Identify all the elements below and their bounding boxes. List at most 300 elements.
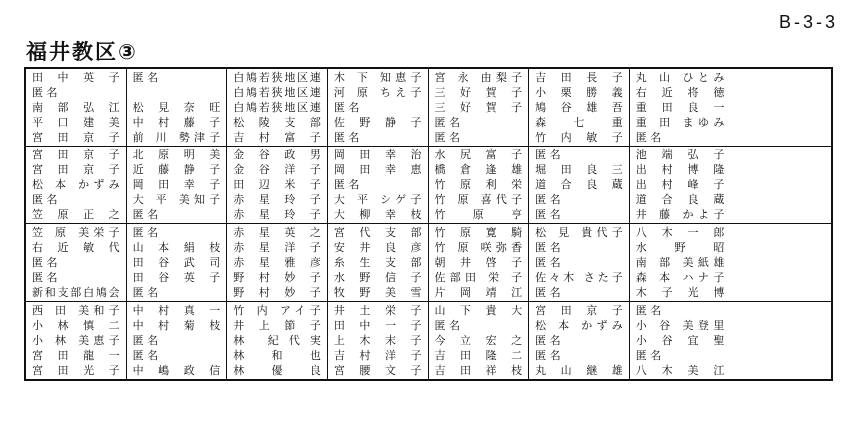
name-cell xyxy=(529,255,629,270)
donor-name: 宮 田 京 子 xyxy=(535,303,623,317)
donor-name: 白鳩若狭地区連 xyxy=(233,85,321,99)
donor-name: 佐々木 さた子 xyxy=(535,270,623,284)
table-block xyxy=(26,224,831,302)
name-cell xyxy=(127,130,227,145)
table-column xyxy=(529,224,630,301)
table-column xyxy=(127,147,228,224)
donor-name: 赤 星 雅 彦 xyxy=(233,255,321,269)
donor-name: 匿 名 xyxy=(535,255,561,269)
donor-name: 道 合 良 蔵 xyxy=(635,193,725,207)
name-cell xyxy=(127,333,227,348)
name-cell xyxy=(227,240,327,255)
donor-name: 出 村 博 隆 xyxy=(635,163,725,177)
name-cell xyxy=(630,270,731,285)
donor-name: 河 原 ちえ子 xyxy=(333,85,422,99)
donor-name: 宮 田 京 子 xyxy=(32,163,120,177)
name-cell xyxy=(328,70,428,85)
name-cell xyxy=(529,270,629,285)
donor-name: 松 本 かずみ xyxy=(535,318,623,332)
name-cell xyxy=(529,303,629,318)
donor-name: 竹 原 咲弥香 xyxy=(434,240,523,254)
table-column xyxy=(227,224,328,301)
donor-name: 匿 名 xyxy=(535,240,561,254)
donor-name: 橋 倉 逢 雄 xyxy=(434,163,523,177)
name-cell xyxy=(529,348,629,363)
donor-name: 井 上 節 子 xyxy=(233,318,321,332)
name-cell xyxy=(328,240,428,255)
donor-name: 匿 名 xyxy=(132,348,159,362)
name-cell xyxy=(429,333,529,348)
donor-name: 新和支部白鳩会 xyxy=(32,285,120,299)
donor-name: 田 中 英 子 xyxy=(32,70,120,84)
table-column xyxy=(328,147,429,224)
donor-name: 松 陵 支 部 xyxy=(233,115,321,129)
name-cell xyxy=(227,318,327,333)
name-cell xyxy=(127,115,227,130)
name-cell xyxy=(26,148,126,163)
name-cell xyxy=(630,85,731,100)
name-cell xyxy=(227,225,327,240)
name-cell xyxy=(630,162,731,177)
name-cell xyxy=(630,115,731,130)
donor-name: 吉 村 富 子 xyxy=(233,130,321,144)
name-cell xyxy=(227,130,327,145)
donor-name: 宮 田 光 子 xyxy=(32,363,120,377)
donor-name: 宮 田 龍 一 xyxy=(32,348,120,362)
donor-name: 岡 田 幸 恵 xyxy=(333,163,422,177)
donor-name: 井 土 栄 子 xyxy=(333,303,422,317)
name-cell xyxy=(429,285,529,300)
name-cell xyxy=(127,225,227,240)
table-column xyxy=(26,69,127,146)
name-cell xyxy=(227,192,327,207)
donor-name: 林 優 良 xyxy=(233,363,321,377)
name-cell xyxy=(26,177,126,192)
donor-name: 前 川 勢津子 xyxy=(132,130,221,144)
donor-name: 小 栗 勝 義 xyxy=(535,85,623,99)
name-cell xyxy=(227,207,327,222)
name-cell xyxy=(26,70,126,85)
name-cell xyxy=(529,85,629,100)
name-cell xyxy=(26,285,126,300)
table-column xyxy=(529,69,630,146)
donor-name: 吉 田 隆 二 xyxy=(434,348,523,362)
donor-name: 匿 名 xyxy=(132,70,159,84)
donor-name: 木 下 知恵子 xyxy=(333,70,422,84)
donor-name: 安 井 良 彦 xyxy=(333,240,422,254)
name-cell xyxy=(630,207,731,222)
name-cell xyxy=(227,70,327,85)
name-cell xyxy=(529,70,629,85)
donor-name: 吉 村 洋 子 xyxy=(333,348,422,362)
donor-name: 小 林 慎 二 xyxy=(32,318,120,332)
donor-name: 野 村 妙 子 xyxy=(233,285,321,299)
name-cell xyxy=(429,192,529,207)
table-column xyxy=(127,69,228,146)
donor-name: 笠 原 正 之 xyxy=(32,208,120,222)
donor-name: 竹 原 利 栄 xyxy=(434,178,523,192)
name-cell xyxy=(529,207,629,222)
name-cell xyxy=(26,363,126,378)
donor-name: 匿 名 xyxy=(132,208,159,222)
name-cell xyxy=(630,148,731,163)
name-cell xyxy=(227,100,327,115)
name-cell xyxy=(127,363,227,378)
donor-name: 池 端 弘 子 xyxy=(635,148,725,162)
donor-name: 宮 代 支 部 xyxy=(333,225,422,239)
name-cell xyxy=(529,225,629,240)
donor-name: 匿 名 xyxy=(635,130,662,144)
name-cell xyxy=(630,177,731,192)
donor-name: 岡 田 幸 子 xyxy=(132,178,221,192)
donor-name: 重 田 良 一 xyxy=(635,100,725,114)
name-cell xyxy=(429,318,529,333)
donor-name: 佐 野 静 子 xyxy=(333,115,422,129)
name-cell xyxy=(429,240,529,255)
name-cell xyxy=(127,285,227,300)
donor-name: 匿 名 xyxy=(535,208,561,222)
name-cell xyxy=(127,162,227,177)
donor-name: 金 谷 洋 子 xyxy=(233,163,321,177)
table-block xyxy=(26,147,831,225)
name-cell xyxy=(127,85,227,100)
donor-name: 山 本 絹 枝 xyxy=(132,240,221,254)
donor-name: 井 藤 かよ子 xyxy=(635,208,725,222)
donor-name: 宮 田 京 子 xyxy=(32,130,120,144)
name-cell xyxy=(630,348,731,363)
donor-name: 匿 名 xyxy=(535,285,561,299)
name-cell xyxy=(26,100,126,115)
donor-name: 竹 内 アイ子 xyxy=(233,303,321,317)
name-cell xyxy=(328,177,428,192)
name-cell xyxy=(127,207,227,222)
name-cell xyxy=(630,130,731,145)
donor-name: 金 谷 政 男 xyxy=(233,148,321,162)
name-cell xyxy=(630,285,731,300)
name-cell xyxy=(429,363,529,378)
page-code: B-3-3 xyxy=(778,12,838,32)
donor-name: 北 原 明 美 xyxy=(132,148,221,162)
name-cell xyxy=(429,255,529,270)
donor-name: 牧 野 美 雪 xyxy=(333,285,422,299)
table-column xyxy=(630,224,731,301)
donor-name: 朝 井 啓 子 xyxy=(434,255,523,269)
donor-name: 匿 名 xyxy=(535,148,561,162)
name-cell xyxy=(429,148,529,163)
name-cell xyxy=(328,363,428,378)
name-cell xyxy=(529,363,629,378)
name-cell xyxy=(26,115,126,130)
donor-table xyxy=(24,67,833,381)
donor-name: 森 本 ハナ子 xyxy=(635,270,725,284)
name-cell xyxy=(26,240,126,255)
donor-name: 片 岡 靖 江 xyxy=(434,285,523,299)
name-cell xyxy=(429,207,529,222)
name-cell xyxy=(328,115,428,130)
name-cell xyxy=(529,285,629,300)
donor-name: 匿 名 xyxy=(32,85,58,99)
donor-name: 森 七 重 xyxy=(535,115,623,129)
name-cell xyxy=(26,318,126,333)
donor-name: 笠 原 美栄子 xyxy=(32,225,120,239)
donor-name: 三 好 賀 子 xyxy=(434,100,523,114)
table-column xyxy=(429,147,530,224)
donor-name: 匿 名 xyxy=(434,318,460,332)
donor-name: 小 林 美恵子 xyxy=(32,333,120,347)
donor-name: 重 田 まゆみ xyxy=(635,115,725,129)
donor-name: 上 木 末 子 xyxy=(333,333,422,347)
donor-name: 八 木 美 江 xyxy=(635,363,725,377)
donor-name: 中 村 菊 枝 xyxy=(132,318,221,332)
name-cell xyxy=(429,348,529,363)
donor-name: 匿 名 xyxy=(132,285,159,299)
donor-name: 松 見 奈 旺 xyxy=(132,100,221,114)
name-cell xyxy=(227,363,327,378)
table-block xyxy=(26,69,831,147)
donor-name: 田 辺 米 子 xyxy=(233,178,321,192)
name-cell xyxy=(26,255,126,270)
donor-name: 鳩 谷 雄 吾 xyxy=(535,100,623,114)
donor-name: 三 好 賀 子 xyxy=(434,85,523,99)
name-cell xyxy=(127,318,227,333)
name-cell xyxy=(630,303,731,318)
donor-name: 匿 名 xyxy=(32,255,58,269)
donor-name: 匿 名 xyxy=(32,193,58,207)
name-cell xyxy=(26,348,126,363)
donor-name: 今 立 宏 之 xyxy=(434,333,523,347)
name-cell xyxy=(127,100,227,115)
donor-name: 赤 星 洋 子 xyxy=(233,240,321,254)
donor-name: 匿 名 xyxy=(535,333,561,347)
name-cell xyxy=(127,70,227,85)
name-cell xyxy=(127,192,227,207)
donor-name: 匿 名 xyxy=(535,193,561,207)
donor-name: 宮 永 由梨子 xyxy=(434,70,523,84)
donor-name: 松 本 かずみ xyxy=(32,178,120,192)
table-column xyxy=(529,147,630,224)
donor-name: 丸 山 継 雄 xyxy=(535,363,623,377)
donor-name: 近 藤 静 子 xyxy=(132,163,221,177)
donor-name: 小 谷 美登里 xyxy=(635,318,725,332)
donor-name: 水 野 信 子 xyxy=(333,270,422,284)
donor-name: 匿 名 xyxy=(132,225,159,239)
name-cell xyxy=(26,130,126,145)
donor-name: 宮 腰 文 子 xyxy=(333,363,422,377)
donor-name: 赤 星 英 之 xyxy=(233,225,321,239)
name-cell xyxy=(630,192,731,207)
name-cell xyxy=(429,225,529,240)
table-column xyxy=(26,224,127,301)
donor-name: 大 平 美知子 xyxy=(132,193,221,207)
name-cell xyxy=(630,318,731,333)
table-column xyxy=(328,224,429,301)
table-column xyxy=(429,302,530,380)
donor-name: 竹 原 亨 xyxy=(434,208,523,222)
donor-name: 大 平 シゲ子 xyxy=(333,193,422,207)
name-cell xyxy=(227,162,327,177)
donor-name: 田 谷 武 司 xyxy=(132,255,221,269)
donor-name: 野 村 妙 子 xyxy=(233,270,321,284)
name-cell xyxy=(328,285,428,300)
donor-name: 匿 名 xyxy=(635,303,662,317)
name-cell xyxy=(26,225,126,240)
name-cell xyxy=(127,177,227,192)
donor-name: 赤 星 玲 子 xyxy=(233,208,321,222)
name-cell xyxy=(227,285,327,300)
table-column xyxy=(227,69,328,146)
table-block xyxy=(26,302,831,380)
table-column xyxy=(127,302,228,380)
donor-name: 林 紀代実 xyxy=(233,333,321,347)
name-cell xyxy=(127,270,227,285)
donor-name: 小 谷 宜 聖 xyxy=(635,333,725,347)
name-cell xyxy=(630,225,731,240)
donor-name: 南 部 弘 江 xyxy=(32,100,120,114)
donor-name: 白鳩若狭地区連 xyxy=(233,70,321,84)
name-cell xyxy=(127,148,227,163)
name-cell xyxy=(227,85,327,100)
name-cell xyxy=(429,303,529,318)
donor-name: 大 柳 幸 枝 xyxy=(333,208,422,222)
donor-name: 匿 名 xyxy=(635,348,662,362)
donor-name: 白鳩若狭地区連 xyxy=(233,100,321,114)
donor-name: 竹 原 喜代子 xyxy=(434,193,523,207)
donor-name: 中 嶋 政 信 xyxy=(132,363,221,377)
donor-name: 丸 山 ひとみ xyxy=(635,70,725,84)
donor-name: 匿 名 xyxy=(132,333,159,347)
donor-name: 山 下 貴 大 xyxy=(434,303,523,317)
name-cell xyxy=(227,270,327,285)
donor-name: 宮 田 京 子 xyxy=(32,148,120,162)
name-cell xyxy=(127,255,227,270)
name-cell xyxy=(328,148,428,163)
table-column xyxy=(328,302,429,380)
name-cell xyxy=(328,270,428,285)
donor-name: 中 村 藤 子 xyxy=(132,115,221,129)
table-column xyxy=(630,69,731,146)
name-cell xyxy=(630,255,731,270)
name-cell xyxy=(429,115,529,130)
name-cell xyxy=(529,148,629,163)
page-title: 福井教区③ xyxy=(26,40,138,64)
donor-name: 匿 名 xyxy=(434,115,460,129)
table-column xyxy=(328,69,429,146)
donor-name: 道 合 良 蔵 xyxy=(535,178,623,192)
name-cell xyxy=(127,348,227,363)
name-cell xyxy=(630,240,731,255)
name-cell xyxy=(529,162,629,177)
name-cell xyxy=(26,303,126,318)
donor-name: 西 田 美和子 xyxy=(32,303,120,317)
name-cell xyxy=(630,363,731,378)
name-cell xyxy=(328,207,428,222)
donor-name: 吉 田 祥 枝 xyxy=(434,363,523,377)
name-cell xyxy=(227,177,327,192)
name-cell xyxy=(529,318,629,333)
donor-name: 右 近 敏 代 xyxy=(32,240,120,254)
donor-name: 水 野 昭 xyxy=(635,240,725,254)
donor-name: 糸 生 支 部 xyxy=(333,255,422,269)
name-cell xyxy=(529,240,629,255)
donor-name: 竹 原 寛 騎 xyxy=(434,225,523,239)
donor-name: 出 村 峰 子 xyxy=(635,178,725,192)
name-cell xyxy=(227,148,327,163)
table-column xyxy=(26,147,127,224)
name-cell xyxy=(328,303,428,318)
donor-name: 匿 名 xyxy=(333,100,360,114)
name-cell xyxy=(529,177,629,192)
donor-name: 木 子 光 博 xyxy=(635,285,725,299)
donor-name: 松 見 貴代子 xyxy=(535,225,623,239)
name-cell xyxy=(429,100,529,115)
name-cell xyxy=(328,130,428,145)
name-cell xyxy=(26,85,126,100)
name-cell xyxy=(529,192,629,207)
table-column xyxy=(630,302,731,380)
name-cell xyxy=(429,177,529,192)
table-column xyxy=(26,302,127,380)
donor-name: 田 谷 英 子 xyxy=(132,270,221,284)
name-cell xyxy=(429,85,529,100)
name-cell xyxy=(429,270,529,285)
table-column xyxy=(127,224,228,301)
donor-name: 佐部田 栄 子 xyxy=(434,270,523,284)
table-column xyxy=(429,224,530,301)
donor-name: 匿 名 xyxy=(434,130,460,144)
name-cell xyxy=(26,192,126,207)
name-cell xyxy=(227,255,327,270)
donor-name: 中 村 真 一 xyxy=(132,303,221,317)
donor-name: 匿 名 xyxy=(333,130,360,144)
donor-name: 八 木 一 郎 xyxy=(635,225,725,239)
name-cell xyxy=(127,303,227,318)
name-cell xyxy=(529,115,629,130)
name-cell xyxy=(227,303,327,318)
name-cell xyxy=(26,270,126,285)
table-column xyxy=(429,69,530,146)
name-cell xyxy=(26,333,126,348)
table-column xyxy=(630,147,731,224)
name-cell xyxy=(227,348,327,363)
table-column xyxy=(227,302,328,380)
name-cell xyxy=(328,85,428,100)
name-cell xyxy=(227,333,327,348)
name-cell xyxy=(227,115,327,130)
donor-name: 水 尻 富 子 xyxy=(434,148,523,162)
name-cell xyxy=(429,70,529,85)
donor-name: 南 部 美紙雄 xyxy=(635,255,725,269)
donor-name: 吉 田 長 子 xyxy=(535,70,623,84)
donor-name: 田 中 一 子 xyxy=(333,318,422,332)
donor-name: 林 和 也 xyxy=(233,348,321,362)
name-cell xyxy=(127,240,227,255)
name-cell xyxy=(328,100,428,115)
name-cell xyxy=(630,333,731,348)
donor-name: 岡 田 幸 治 xyxy=(333,148,422,162)
table-column xyxy=(227,147,328,224)
donor-name: 匿 名 xyxy=(535,348,561,362)
name-cell xyxy=(630,100,731,115)
donor-name: 平 口 建 美 xyxy=(32,115,120,129)
donor-name: 竹 内 敏 子 xyxy=(535,130,623,144)
name-cell xyxy=(328,255,428,270)
name-cell xyxy=(529,333,629,348)
name-cell xyxy=(529,130,629,145)
name-cell xyxy=(429,130,529,145)
name-cell xyxy=(328,162,428,177)
donor-name: 匿 名 xyxy=(32,270,58,284)
donor-name: 赤 星 玲 子 xyxy=(233,193,321,207)
